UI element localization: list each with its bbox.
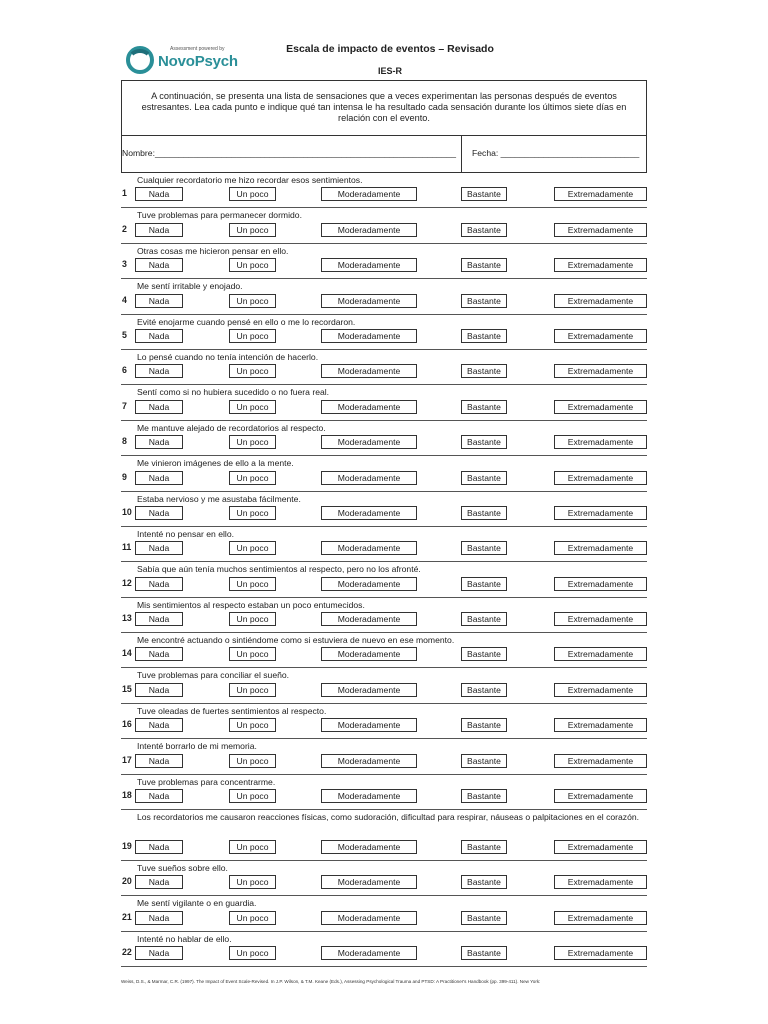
option-nada[interactable]: Nada	[135, 946, 183, 960]
option-nada[interactable]: Nada	[135, 364, 183, 378]
response-options	[121, 754, 647, 768]
option-un-poco[interactable]: Un poco	[229, 435, 276, 449]
option-bastante[interactable]: Bastante	[461, 364, 507, 378]
option-un-poco[interactable]: Un poco	[229, 911, 276, 925]
question-text: Cualquier recordatorio me hizo recordar esos sentimientos.	[137, 175, 363, 185]
response-options	[121, 187, 647, 201]
question-row	[121, 350, 647, 385]
option-bastante[interactable]: Bastante	[461, 612, 507, 626]
option-moderadamente[interactable]: Moderadamente	[321, 911, 417, 925]
question-text: Tuve problemas para concentrarme.	[137, 776, 276, 787]
option-bastante[interactable]: Bastante	[461, 718, 507, 732]
option-bastante[interactable]: Bastante	[461, 223, 507, 237]
option-un-poco[interactable]: Un poco	[229, 754, 276, 768]
question-number: 11	[122, 542, 132, 553]
question-row	[121, 208, 647, 243]
question-text: Me mantuve alejado de recordatorios al respecto.	[137, 422, 326, 433]
question-row	[121, 861, 647, 896]
option-extremadamente[interactable]: Extremadamente	[554, 435, 647, 449]
question-text: Mis sentimientos al respecto estaban un poco entumecidos.	[137, 599, 365, 610]
option-extremadamente[interactable]: Extremadamente	[554, 294, 647, 308]
option-un-poco[interactable]: Un poco	[229, 506, 276, 520]
option-nada[interactable]: Nada	[135, 577, 183, 591]
question-number: 8	[122, 436, 127, 447]
question-row	[121, 385, 647, 420]
question-number: 3	[122, 259, 127, 270]
question-text: Tuve sueños sobre ello.	[137, 863, 228, 874]
question-number: 17	[122, 754, 132, 765]
option-bastante[interactable]: Bastante	[461, 946, 507, 960]
option-un-poco[interactable]: Un poco	[229, 612, 276, 626]
question-text: Me sentí irritable y enojado.	[137, 281, 243, 292]
option-extremadamente[interactable]: Extremadamente	[554, 258, 647, 272]
option-extremadamente[interactable]: Extremadamente	[554, 911, 647, 925]
question-text: Evité enojarme cuando pensé en ello o me lo recordaron.	[137, 316, 356, 327]
question-text: Me vinieron imágenes de ello a la mente.	[137, 458, 294, 469]
response-options	[121, 364, 647, 378]
question-text: Lo pensé cuando no tenía intención de hacerlo.	[137, 351, 319, 362]
question-number: 18	[122, 790, 132, 801]
option-bastante[interactable]: Bastante	[461, 506, 507, 520]
question-text: Me sentí vigilante o en guardia.	[137, 898, 257, 909]
option-nada[interactable]: Nada	[135, 541, 183, 555]
question-number: 10	[122, 506, 132, 517]
response-options	[121, 577, 647, 591]
question-row	[121, 456, 647, 491]
question-row	[121, 527, 647, 562]
question-row	[121, 421, 647, 456]
option-bastante[interactable]: Bastante	[461, 875, 507, 889]
option-nada[interactable]: Nada	[135, 683, 183, 697]
question-row	[121, 668, 647, 703]
option-un-poco[interactable]: Un poco	[229, 329, 276, 343]
option-un-poco[interactable]: Un poco	[229, 840, 276, 854]
page-subtitle: IES-R	[377, 66, 402, 76]
citation-footer: Weiss, D.S., & Marmar, C.R. (1997). The Impact of Event Scale-Revised. In J.P. Wilson, & T.M. Keane (Eds.), Assessing Psychological Trauma and PTSD: A Practitioner's Handbook (pp. 399-411). New York:	[121, 979, 541, 984]
question-row	[121, 173, 647, 208]
question-number: 13	[122, 613, 132, 624]
response-options	[121, 435, 647, 449]
option-nada[interactable]: Nada	[135, 506, 183, 520]
question-row	[121, 562, 647, 597]
option-bastante[interactable]: Bastante	[461, 258, 507, 272]
option-moderadamente[interactable]: Moderadamente	[321, 506, 417, 520]
option-bastante[interactable]: Bastante	[461, 400, 507, 414]
question-number: 14	[122, 648, 132, 659]
question-text: Sabía que aún tenía muchos sentimientos al respecto, pero no los afronté.	[137, 564, 421, 575]
option-moderadamente[interactable]: Moderadamente	[321, 840, 417, 854]
option-extremadamente[interactable]: Extremadamente	[554, 506, 647, 520]
question-row	[121, 932, 647, 967]
question-row	[121, 598, 647, 633]
option-extremadamente[interactable]: Extremadamente	[554, 683, 647, 697]
option-bastante[interactable]: Bastante	[461, 471, 507, 485]
option-moderadamente[interactable]: Moderadamente	[321, 223, 417, 237]
option-un-poco[interactable]: Un poco	[229, 187, 276, 201]
option-bastante[interactable]: Bastante	[461, 329, 507, 343]
question-row	[121, 775, 647, 810]
option-moderadamente[interactable]: Moderadamente	[321, 400, 417, 414]
question-text: Tuve problemas para permanecer dormido.	[137, 210, 302, 221]
option-moderadamente[interactable]: Moderadamente	[321, 946, 417, 960]
question-row	[121, 244, 647, 279]
option-moderadamente[interactable]: Moderadamente	[321, 789, 417, 803]
option-un-poco[interactable]: Un poco	[229, 789, 276, 803]
question-row	[121, 492, 647, 527]
option-extremadamente[interactable]: Extremadamente	[554, 789, 647, 803]
question-number: 6	[122, 365, 127, 376]
intro-text: A continuación, se presenta una lista de sensaciones que a veces experimentan las personas después de eventos estresantes. Lea cada punto e indique qué tan intensa le ha resultado cada sensación durante los últimos siete días en relación con el evento.	[122, 81, 646, 136]
option-extremadamente[interactable]: Extremadamente	[554, 541, 647, 555]
option-un-poco[interactable]: Un poco	[229, 258, 276, 272]
response-options	[121, 911, 647, 925]
question-text: Intenté no pensar en ello.	[137, 528, 234, 539]
question-number: 5	[122, 329, 127, 340]
option-moderadamente[interactable]: Moderadamente	[321, 187, 417, 201]
option-moderadamente[interactable]: Moderadamente	[321, 435, 417, 449]
response-options	[121, 612, 647, 626]
option-un-poco[interactable]: Un poco	[229, 471, 276, 485]
response-options	[121, 541, 647, 555]
option-extremadamente[interactable]: Extremadamente	[554, 364, 647, 378]
option-extremadamente[interactable]: Extremadamente	[554, 577, 647, 591]
logo-tagline: Assessment powered by	[170, 46, 225, 52]
page-title: Escala de impacto de eventos – Revisado	[286, 43, 494, 55]
option-moderadamente[interactable]: Moderadamente	[321, 612, 417, 626]
question-number: 15	[122, 683, 132, 694]
question-number: 12	[122, 577, 132, 588]
response-options	[121, 329, 647, 343]
option-moderadamente[interactable]: Moderadamente	[321, 647, 417, 661]
option-nada[interactable]: Nada	[135, 400, 183, 414]
question-row	[121, 633, 647, 668]
option-bastante[interactable]: Bastante	[461, 435, 507, 449]
option-moderadamente[interactable]: Moderadamente	[321, 364, 417, 378]
option-extremadamente[interactable]: Extremadamente	[554, 875, 647, 889]
question-row	[121, 896, 647, 931]
option-moderadamente[interactable]: Moderadamente	[321, 471, 417, 485]
option-un-poco[interactable]: Un poco	[229, 400, 276, 414]
option-un-poco[interactable]: Un poco	[229, 577, 276, 591]
option-nada[interactable]: Nada	[135, 875, 183, 889]
option-extremadamente[interactable]: Extremadamente	[554, 223, 647, 237]
option-nada[interactable]: Nada	[135, 223, 183, 237]
question-row	[121, 810, 647, 861]
option-bastante[interactable]: Bastante	[461, 789, 507, 803]
response-options	[121, 258, 647, 272]
question-number: 20	[122, 876, 132, 887]
option-bastante[interactable]: Bastante	[461, 541, 507, 555]
option-un-poco[interactable]: Un poco	[229, 946, 276, 960]
option-bastante[interactable]: Bastante	[461, 647, 507, 661]
question-text: Tuve oleadas de fuertes sentimientos al respecto.	[137, 705, 327, 716]
option-un-poco[interactable]: Un poco	[229, 364, 276, 378]
option-bastante[interactable]: Bastante	[461, 683, 507, 697]
response-options	[121, 223, 647, 237]
option-bastante[interactable]: Bastante	[461, 754, 507, 768]
question-number: 1	[122, 188, 127, 199]
response-options	[121, 506, 647, 520]
question-row	[121, 739, 647, 774]
option-extremadamente[interactable]: Extremadamente	[554, 329, 647, 343]
option-un-poco[interactable]: Un poco	[229, 647, 276, 661]
question-number: 2	[122, 223, 127, 234]
option-extremadamente[interactable]: Extremadamente	[554, 647, 647, 661]
question-text: Estaba nervioso y me asustaba fácilmente.	[137, 493, 301, 504]
option-nada[interactable]: Nada	[135, 718, 183, 732]
item-list	[121, 173, 647, 967]
option-bastante[interactable]: Bastante	[461, 840, 507, 854]
option-un-poco[interactable]: Un poco	[229, 683, 276, 697]
question-text: Me encontré actuando o sintiéndome como si estuviera de nuevo en ese momento.	[137, 635, 455, 646]
option-moderadamente[interactable]: Moderadamente	[321, 329, 417, 343]
option-nada[interactable]: Nada	[135, 435, 183, 449]
option-moderadamente[interactable]: Moderadamente	[321, 294, 417, 308]
option-extremadamente[interactable]: Extremadamente	[554, 400, 647, 414]
intro-box	[121, 80, 647, 173]
option-nada[interactable]: Nada	[135, 329, 183, 343]
response-options	[121, 789, 647, 803]
question-row	[121, 704, 647, 739]
date-field[interactable]: Fecha: _____________________________	[472, 148, 640, 158]
question-text: Otras cosas me hicieron pensar en ello.	[137, 245, 289, 256]
question-text: Los recordatorios me causaron reacciones físicas, como sudoración, dificultad para respirar, náuseas o palpitaciones en el corazón.	[137, 812, 640, 823]
question-row	[121, 279, 647, 314]
option-moderadamente[interactable]: Moderadamente	[321, 577, 417, 591]
response-options	[121, 718, 647, 732]
option-moderadamente[interactable]: Moderadamente	[321, 718, 417, 732]
question-text: Tuve problemas para conciliar el sueño.	[137, 670, 290, 681]
option-extremadamente[interactable]: Extremadamente	[554, 946, 647, 960]
option-un-poco[interactable]: Un poco	[229, 294, 276, 308]
option-bastante[interactable]: Bastante	[461, 187, 507, 201]
question-number: 16	[122, 719, 132, 730]
response-options	[121, 647, 647, 661]
option-moderadamente[interactable]: Moderadamente	[321, 875, 417, 889]
option-extremadamente[interactable]: Extremadamente	[554, 754, 647, 768]
option-bastante[interactable]: Bastante	[461, 294, 507, 308]
option-moderadamente[interactable]: Moderadamente	[321, 541, 417, 555]
option-extremadamente[interactable]: Extremadamente	[554, 612, 647, 626]
option-nada[interactable]: Nada	[135, 612, 183, 626]
question-number: 7	[122, 400, 127, 411]
option-moderadamente[interactable]: Moderadamente	[321, 258, 417, 272]
option-nada[interactable]: Nada	[135, 294, 183, 308]
option-extremadamente[interactable]: Extremadamente	[554, 840, 647, 854]
option-moderadamente[interactable]: Moderadamente	[321, 754, 417, 768]
question-row	[121, 315, 647, 350]
question-text: Sentí como si no hubiera sucedido o no fuera real.	[137, 387, 330, 398]
response-options	[121, 683, 647, 697]
option-bastante[interactable]: Bastante	[461, 911, 507, 925]
response-options	[121, 294, 647, 308]
option-moderadamente[interactable]: Moderadamente	[321, 683, 417, 697]
response-options	[121, 400, 647, 414]
option-extremadamente[interactable]: Extremadamente	[554, 718, 647, 732]
option-nada[interactable]: Nada	[135, 471, 183, 485]
name-field[interactable]: Nombre:_______________________________________________________________	[122, 136, 462, 172]
option-un-poco[interactable]: Un poco	[229, 223, 276, 237]
option-nada[interactable]: Nada	[135, 754, 183, 768]
option-nada[interactable]: Nada	[135, 840, 183, 854]
option-un-poco[interactable]: Un poco	[229, 875, 276, 889]
logo-brand: NovoPsych	[158, 53, 238, 70]
option-nada[interactable]: Nada	[135, 647, 183, 661]
question-number: 22	[122, 947, 132, 958]
question-number: 19	[122, 841, 132, 852]
option-nada[interactable]: Nada	[135, 911, 183, 925]
option-nada[interactable]: Nada	[135, 258, 183, 272]
response-options	[121, 471, 647, 485]
option-nada[interactable]: Nada	[135, 789, 183, 803]
option-nada[interactable]: Nada	[135, 187, 183, 201]
question-number: 9	[122, 471, 127, 482]
option-bastante[interactable]: Bastante	[461, 577, 507, 591]
question-number: 4	[122, 294, 127, 305]
response-options	[121, 875, 647, 889]
question-text: Intenté no hablar de ello.	[137, 933, 232, 944]
question-text: Intenté borrarlo de mi memoria.	[137, 741, 257, 752]
response-options	[121, 840, 647, 854]
question-number: 21	[122, 911, 132, 922]
response-options	[121, 946, 647, 960]
option-extremadamente[interactable]: Extremadamente	[554, 471, 647, 485]
option-extremadamente[interactable]: Extremadamente	[554, 187, 647, 201]
option-un-poco[interactable]: Un poco	[229, 541, 276, 555]
option-un-poco[interactable]: Un poco	[229, 718, 276, 732]
